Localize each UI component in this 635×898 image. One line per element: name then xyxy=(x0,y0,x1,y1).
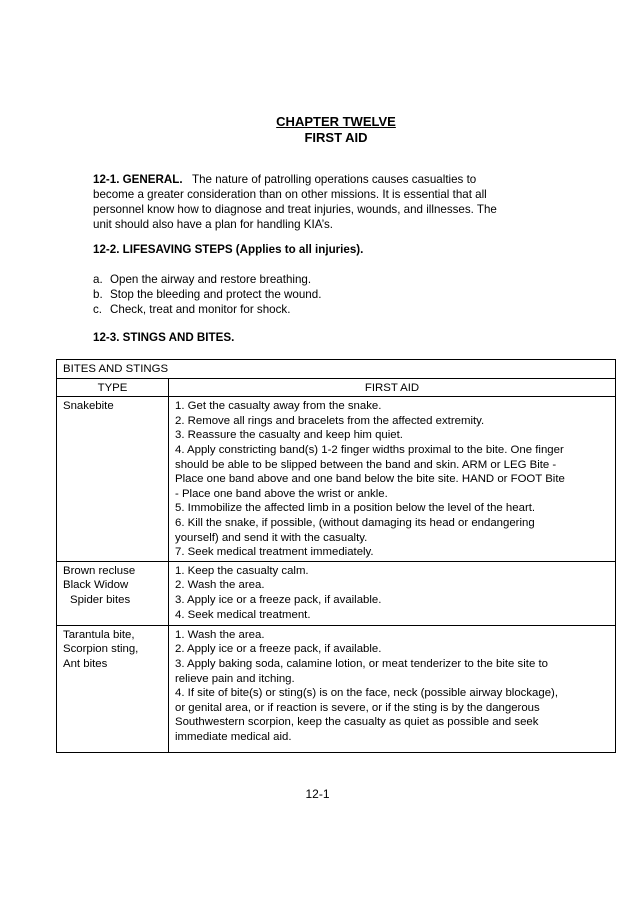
table-row xyxy=(57,397,616,562)
general-line: The nature of patrolling operations causes casualties to xyxy=(192,173,477,186)
type-line: Black Widow xyxy=(63,579,129,592)
step-line: 6. Kill the snake, if possible, (without damaging its head or endangering xyxy=(175,516,535,529)
type-line: Ant bites xyxy=(63,657,108,670)
general-line: become a greater consideration than on other missions. It is essential that all xyxy=(93,188,487,201)
step-line: 2. Apply ice or a freeze pack, if available. xyxy=(175,643,382,656)
type-cell xyxy=(57,625,169,752)
step-line: 3. Apply ice or a freeze pack, if available. xyxy=(175,593,382,606)
step-line: 2. Remove all rings and bracelets from the affected extremity. xyxy=(175,414,485,427)
chapter-header xyxy=(0,114,635,146)
stings-heading-block xyxy=(93,330,533,345)
type-line: Snakebite xyxy=(63,400,114,413)
step-line: 3. Reassure the casualty and keep him quiet. xyxy=(175,429,403,442)
type-cell xyxy=(57,397,169,562)
step-line: immediate medical aid. xyxy=(175,730,292,743)
type-cell xyxy=(57,561,169,625)
page-number: 12-1 xyxy=(305,787,330,801)
step-line: should be able to be slipped between the band and skin. ARM or LEG Bite - xyxy=(175,458,557,471)
general-line: unit should also have a plan for handling KIA’s. xyxy=(93,218,333,231)
step-line: 1. Wash the area. xyxy=(175,628,265,641)
general-heading: 12-1. GENERAL. xyxy=(93,173,183,186)
step-line: Southwestern scorpion, keep the casualty as quiet as possible and seek xyxy=(175,716,539,729)
list-item xyxy=(93,302,533,317)
step-line: or genital area, or if reaction is severe, or if the sting is by the dangerous xyxy=(175,701,540,714)
step-line: 4. If site of bite(s) or sting(s) is on the face, neck (possible airway blockage), xyxy=(175,687,559,700)
header-first-aid: FIRST AID xyxy=(169,378,616,397)
list-text: Stop the bleeding and protect the wound. xyxy=(110,288,322,301)
lifesaving-heading: 12-2. LIFESAVING STEPS (Applies to all injuries). xyxy=(93,243,364,256)
table-caption-row xyxy=(57,360,616,379)
chapter-title: CHAPTER TWELVE xyxy=(276,114,396,129)
step-line: 2. Wash the area. xyxy=(175,579,265,592)
list-letter: c. xyxy=(93,303,103,316)
list-item xyxy=(93,287,533,302)
bites-stings-table xyxy=(56,359,616,753)
steps-cell xyxy=(169,397,616,562)
list-text: Check, treat and monitor for shock. xyxy=(110,303,291,316)
step-line: 4. Apply constricting band(s) 1-2 finger widths proximal to the bite. One finger xyxy=(175,443,564,456)
table-row xyxy=(57,625,616,752)
step-line: 4. Seek medical treatment. xyxy=(175,608,311,621)
type-line: Tarantula bite, xyxy=(63,628,135,641)
step-line: 5. Immobilize the affected limb in a position below the level of the heart. xyxy=(175,502,536,515)
step-line: 7. Seek medical treatment immediately. xyxy=(175,546,374,559)
list-item xyxy=(93,272,533,287)
lifesaving-heading-block xyxy=(93,242,533,257)
table-caption: BITES AND STINGS xyxy=(57,360,616,379)
step-line: - Place one band above the wrist or ankle. xyxy=(175,487,388,500)
header-type: TYPE xyxy=(57,378,169,397)
step-line: relieve pain and itching. xyxy=(175,672,295,685)
table-row xyxy=(57,561,616,625)
step-line: 3. Apply baking soda, calamine lotion, or meat tenderizer to the bite site to xyxy=(175,657,548,670)
steps-cell xyxy=(169,625,616,752)
step-line: Place one band above and one band below the bite site. HAND or FOOT Bite xyxy=(175,473,565,486)
type-line: Spider bites xyxy=(70,593,131,606)
type-line: Brown recluse xyxy=(63,564,136,577)
stings-heading: 12-3. STINGS AND BITES. xyxy=(93,331,235,344)
type-line: Scorpion sting, xyxy=(63,643,139,656)
steps-cell xyxy=(169,561,616,625)
step-line: 1. Keep the casualty calm. xyxy=(175,564,309,577)
list-letter: b. xyxy=(93,288,103,301)
step-line: 1. Get the casualty away from the snake. xyxy=(175,400,382,413)
lifesaving-list xyxy=(93,272,533,317)
chapter-subtitle: FIRST AID xyxy=(304,130,368,145)
step-line: yourself) and send it with the casualty. xyxy=(175,531,368,544)
list-text: Open the airway and restore breathing. xyxy=(110,273,312,286)
table-header-row xyxy=(57,378,616,397)
general-paragraph xyxy=(93,172,533,232)
list-letter: a. xyxy=(93,273,103,286)
general-line: personnel know how to diagnose and treat injuries, wounds, and illnesses. The xyxy=(93,203,497,216)
